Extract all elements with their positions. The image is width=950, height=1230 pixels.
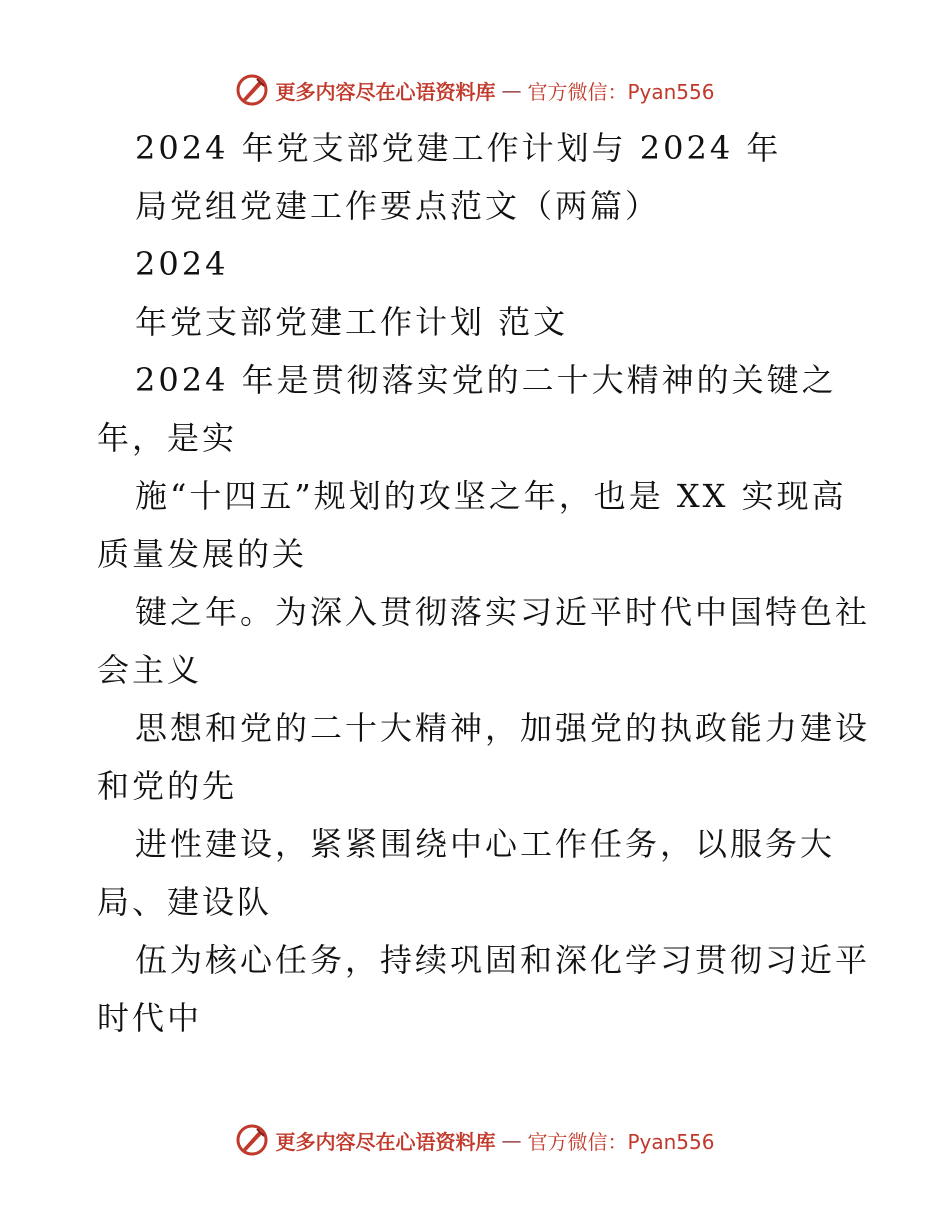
paragraph-line: 进性建设，紧紧围绕中心工作任务，以服务大 — [135, 825, 836, 863]
paragraph-line: 时代中 — [97, 999, 203, 1037]
paragraph-line: 施“十四五”规划的攻坚之年，也是 XX 实现高 — [135, 477, 847, 515]
header-banner — [0, 70, 950, 110]
section-heading: 年党支部党建工作计划 范文 — [135, 303, 569, 341]
document-title-line-1: 2024 年党支部党建工作计划与 2024 年 — [135, 129, 782, 167]
banner-contact-text: 官方微信：Pyan556 — [527, 1129, 715, 1154]
paragraph-line: 会主义 — [97, 651, 203, 689]
banner-brand-text: 更多内容尽在心语资料库 — [275, 79, 496, 104]
quill-pen-logo-icon — [235, 1123, 269, 1157]
paragraph-line: 年，是实 — [97, 419, 238, 457]
paragraph-line: 伍为核心任务，持续巩固和深化学习贯彻习近平 — [135, 941, 871, 979]
paragraph-line: 2024 年是贯彻落实党的二十大精神的关键之 — [135, 361, 837, 399]
banner-brand-text: 更多内容尽在心语资料库 — [275, 1129, 496, 1154]
banner-separator: — — [501, 78, 522, 102]
banner-contact-text: 官方微信：Pyan556 — [527, 79, 715, 104]
paragraph-line: 质量发展的关 — [97, 535, 308, 573]
banner-separator: — — [501, 1128, 522, 1152]
footer-banner — [0, 1120, 950, 1160]
paragraph-line: 和党的先 — [97, 767, 238, 805]
document-title-line-2: 局党组党建工作要点范文（两篇） — [135, 187, 661, 225]
paragraph-line: 思想和党的二十大精神，加强党的执政能力建设 — [135, 709, 871, 747]
quill-pen-logo-icon — [235, 73, 269, 107]
paragraph-line: 局、建设队 — [97, 883, 273, 921]
section-year-line: 2024 — [135, 245, 229, 283]
paragraph-line: 键之年。为深入贯彻落实习近平时代中国特色社 — [135, 593, 871, 631]
